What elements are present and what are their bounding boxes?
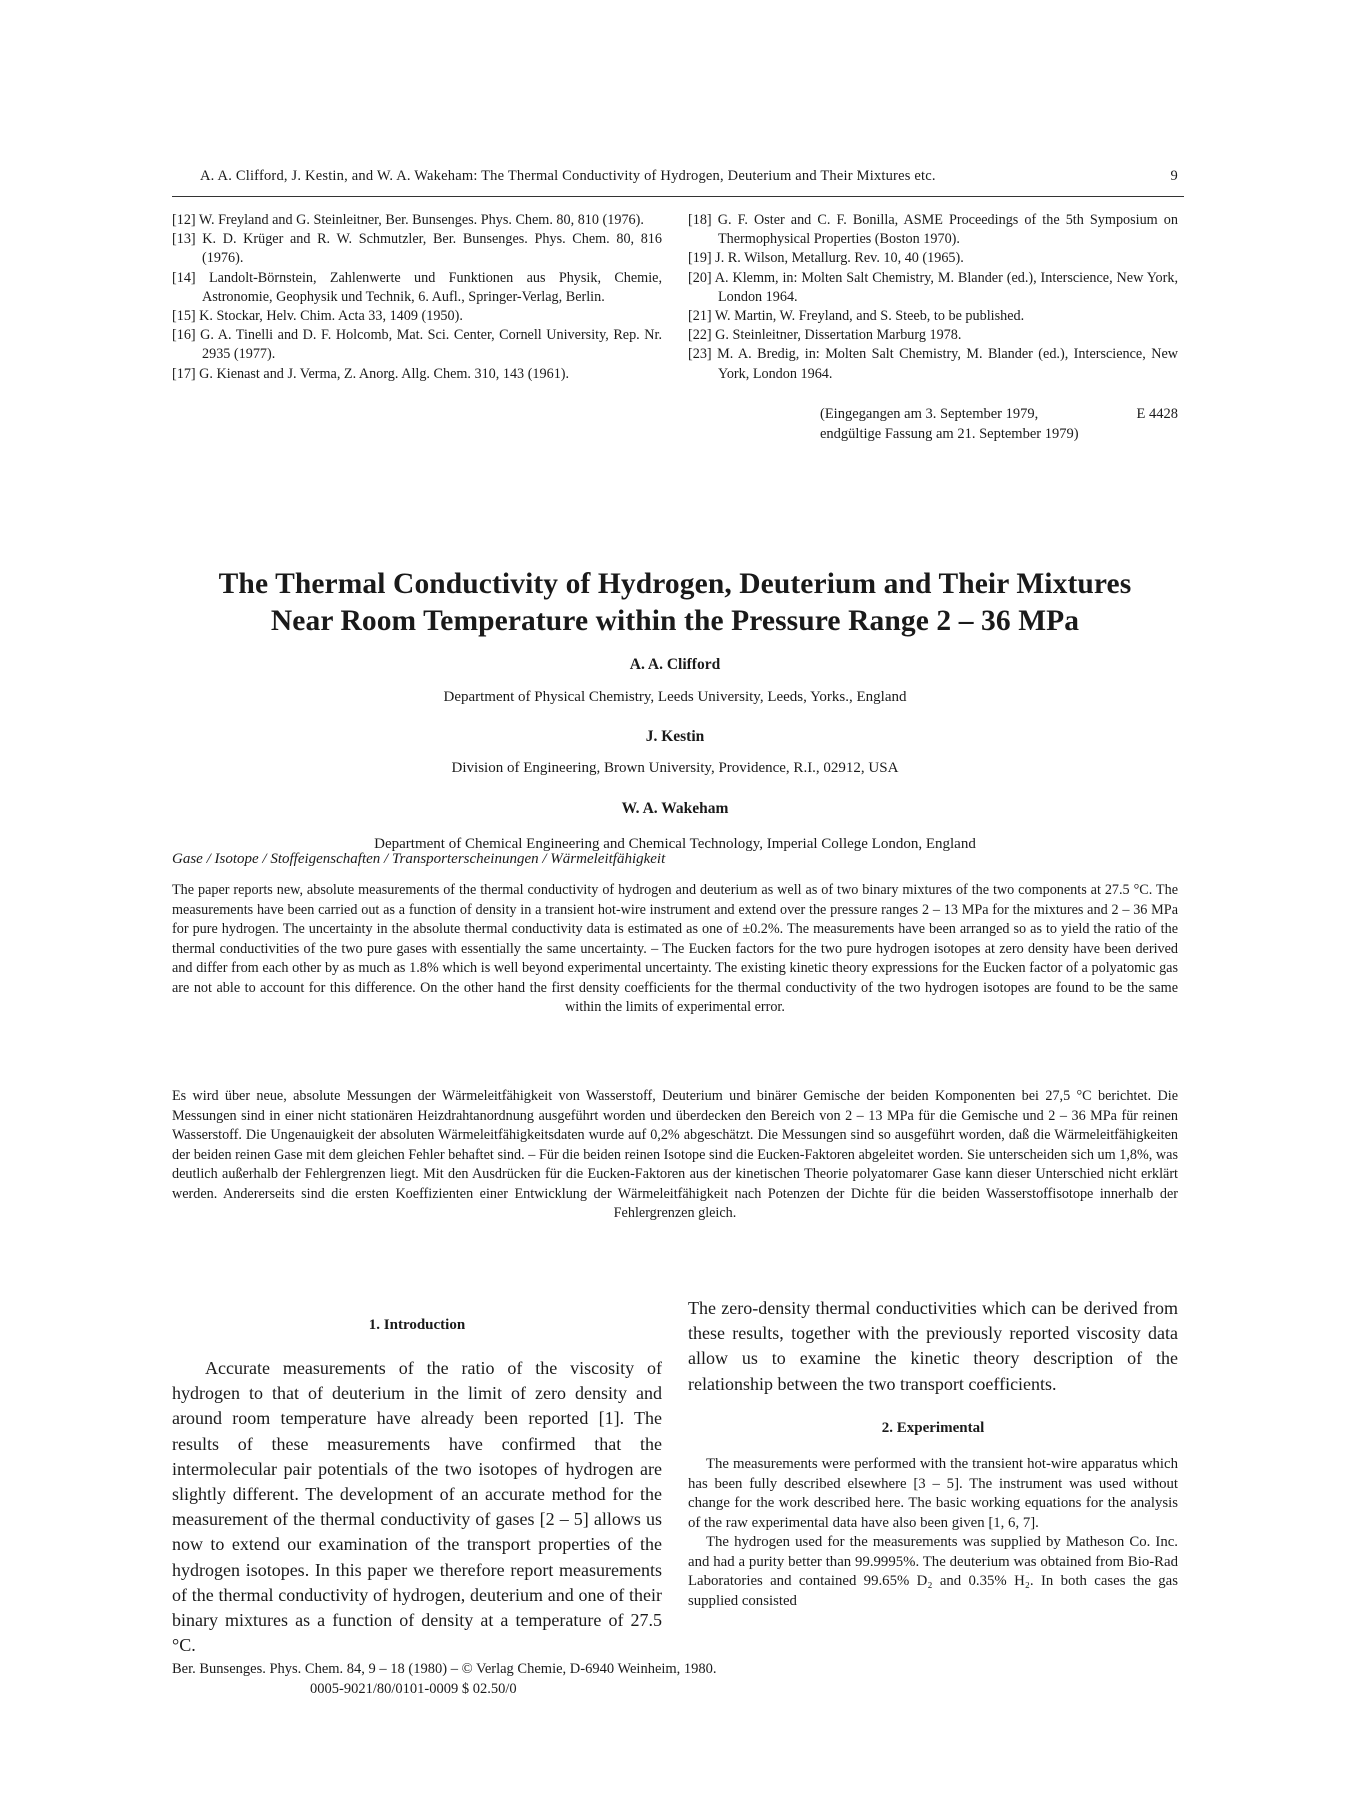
body-paragraph: The hydrogen used for the measurements was supplied by Matheson Co. Inc. and had a purity better than 99.9995%. The deuterium was obtained from Bio-Rad Laboratories and contained 99.65% D₂ and 0.35% H₂. In both cases the gas supplied consisted <box>688 1534 1178 1609</box>
page-number: 9 <box>1170 168 1178 184</box>
received-date: (Eingegangen am 3. September 1979, <box>820 406 1039 422</box>
reference-item: [14] Landolt-Börnstein, Zahlenwerte und Funktionen aus Physik, Chemie, Astronomie, Geophysik und Technik, 6. Aufl., Springer-Verlag, Berlin. <box>172 269 662 305</box>
body-paragraph: The measurements were performed with the transient hot-wire apparatus which has been fully described elsewhere [3 – 5]. The instrument was used without change for the work described here. The basic working equations for the analysis of the raw experimental data have also been given [1, 6, 7]. <box>688 1456 1178 1531</box>
author-name: W. A. Wakeham <box>621 800 729 817</box>
references-right-column <box>688 211 1178 384</box>
keywords: Gase / Isotope / Stoffeigenschaften / Transporterscheinungen / Wärmeleitfähigkeit <box>172 851 666 867</box>
header-rule <box>172 196 1184 197</box>
abstract-english: The paper reports new, absolute measurements of the thermal conductivity of hydrogen and deuterium as well as of two binary mixtures of the two components at 27.5 °C. The measurements have been carried out as a function of density in a transient hot-wire instrument and extend over the pressure ranges 2 – 13 MPa for the mixtures and 2 – 36 MPa for pure hydrogen. The uncertainty in the absolute thermal conductivity data is estimated as one of ±0.2%. The measurements have been arranged so as to yield the ratio of the thermal conductivities of the two pure gases with essentially the same uncertainty. – The Eucken factors for the two pure hydrogen isotopes at zero density have been derived and differ from each other by as much as 1.8% which is well beyond experimental uncertainty. The existing kinetic theory expressions for the Eucken factor of a polyatomic gas are not able to account for this difference. On the other hand the first density coefficients for the thermal conductivity of the two hydrogen isotopes are found to be the same within the limits of experimental error. <box>172 882 1178 1015</box>
citation-line: Ber. Bunsenges. Phys. Chem. 84, 9 – 18 (1980) – © Verlag Chemie, D-6940 Weinheim, 1980. <box>172 1661 717 1677</box>
abstract-german: Es wird über neue, absolute Messungen der Wärmeleitfähigkeit von Wasserstoff, Deuterium und binärer Gemische der beiden Komponenten bei 27,5 °C berichtet. Die Messungen sind in einer nicht stationären Heizdrahtanordnung ausgeführt worden und überdecken den Bereich von 2 – 13 MPa für die Gemische und 2 – 36 MPa für reinen Wasserstoff. Die Ungenauigkeit der absoluten Wärmeleitfähigkeitsdaten wurde auf 0,2% abgeschätzt. Die Messungen sind so ausgeführt worden, daß die Wärmeleitfähigkeiten der beiden reinen Gase mit dem gleichen Fehler behaftet sind. – Für die beiden reinen Isotope sind die Eucken-Faktoren abgeleitet worden. Sie unterscheiden sich um 1,8%, was deutlich außerhalb der Fehlergrenzen liegt. Mit den Ausdrücken für die Eucken-Faktoren aus der kinetischen Theorie polyatomarer Gase kann dieser Unterschied nicht erklärt werden. Andererseits sind die ersten Koeffizienten einer Entwicklung der Wärmeleitfähigkeit nach Potenzen der Dichte für die beiden Wasserstoffisotope innerhalb der Fehlergrenzen gleich. <box>172 1088 1178 1221</box>
reference-item: [20] A. Klemm, in: Molten Salt Chemistry, M. Blander (ed.), Interscience, New York, London 1964. <box>688 269 1178 305</box>
title-line-1: The Thermal Conductivity of Hydrogen, Deuterium and Their Mixtures <box>218 568 1132 600</box>
title-line-2: Near Room Temperature within the Pressure Range 2 – 36 MPa <box>270 605 1080 637</box>
reference-item: [13] K. D. Krüger and R. W. Schmutzler, Ber. Bunsenges. Phys. Chem. 80, 816 (1976). <box>172 231 662 267</box>
reference-item: [17] G. Kienast and J. Verma, Z. Anorg. Allg. Chem. 310, 143 (1961). <box>172 365 570 382</box>
reference-item: [18] G. F. Oster and C. F. Bonilla, ASME Proceedings of the 5th Symposium on Thermophysical Properties (Boston 1970). <box>688 212 1178 248</box>
final-version-date: endgültige Fassung am 21. September 1979) <box>820 426 1079 442</box>
reference-item: [15] K. Stockar, Helv. Chim. Acta 33, 1409 (1950). <box>172 308 463 325</box>
reference-item: [23] M. A. Bredig, in: Molten Salt Chemistry, M. Blander (ed.), Interscience, New York, London 1964. <box>688 346 1178 382</box>
introduction-section <box>172 1317 662 1658</box>
received-note <box>820 404 1178 444</box>
running-header <box>200 168 1178 190</box>
journal-footer <box>172 1659 872 1699</box>
reference-item: [16] G. A. Tinelli and D. F. Holcomb, Mat. Sci. Center, Cornell University, Rep. Nr. 2935 (1977). <box>172 327 662 363</box>
reference-item: [22] G. Steinleitner, Dissertation Marburg 1978. <box>688 327 962 344</box>
body-paragraph: Accurate measurements of the ratio of the viscosity of hydrogen to that of deuterium in the limit of zero density and around room temperature have already been reported [1]. The results of these measurements have confirmed that the intermolecular pair potentials of the two isotopes of hydrogen are slightly different. The development of an accurate method for the measurement of the thermal conductivity of gases [2 – 5] allows us now to extend our examination of the transport properties of the hydrogen isotopes. In this paper we therefore report measurements of the thermal conductivity of hydrogen, deuterium and one of their binary mixtures as a function of density at a temperature of 27.5 °C. <box>172 1358 662 1656</box>
reference-item: [19] J. R. Wilson, Metallurg. Rev. 10, 40 (1965). <box>688 250 964 267</box>
author-affiliation: Department of Physical Chemistry, Leeds University, Leeds, Yorks., England <box>443 689 907 705</box>
references-left-column <box>172 211 662 384</box>
experimental-section <box>688 1420 1178 1611</box>
manuscript-code: E 4428 <box>1136 406 1178 422</box>
article-title <box>150 566 1200 640</box>
author-name: A. A. Clifford <box>629 656 721 673</box>
reference-item: [12] W. Freyland and G. Steinleitner, Ber. Bunsenges. Phys. Chem. 80, 810 (1976). <box>172 212 644 228</box>
reference-item: [21] W. Martin, W. Freyland, and S. Steeb, to be published. <box>688 308 1025 325</box>
author-affiliation: Department of Chemical Engineering and Chemical Technology, Imperial College London, England <box>374 836 976 852</box>
author-name: J. Kestin <box>645 728 705 745</box>
issn-line: 0005-9021/80/0101-0009 $ 02.50/0 <box>310 1681 517 1697</box>
author-affiliation: Division of Engineering, Brown University, Providence, R.I., 02912, USA <box>451 760 899 776</box>
section-heading: 2. Experimental <box>881 1420 985 1436</box>
introduction-continuation: The zero-density thermal conductivities which can be derived from these results, together with the previously reported viscosity data allow us to examine the kinetic theory description of the relationship between the two transport coefficients. <box>688 1298 1178 1394</box>
running-title: A. A. Clifford, J. Kestin, and W. A. Wakeham: The Thermal Conductivity of Hydrogen, Deuterium and Their Mixtures etc. <box>200 168 936 184</box>
section-heading: 1. Introduction <box>368 1317 466 1333</box>
